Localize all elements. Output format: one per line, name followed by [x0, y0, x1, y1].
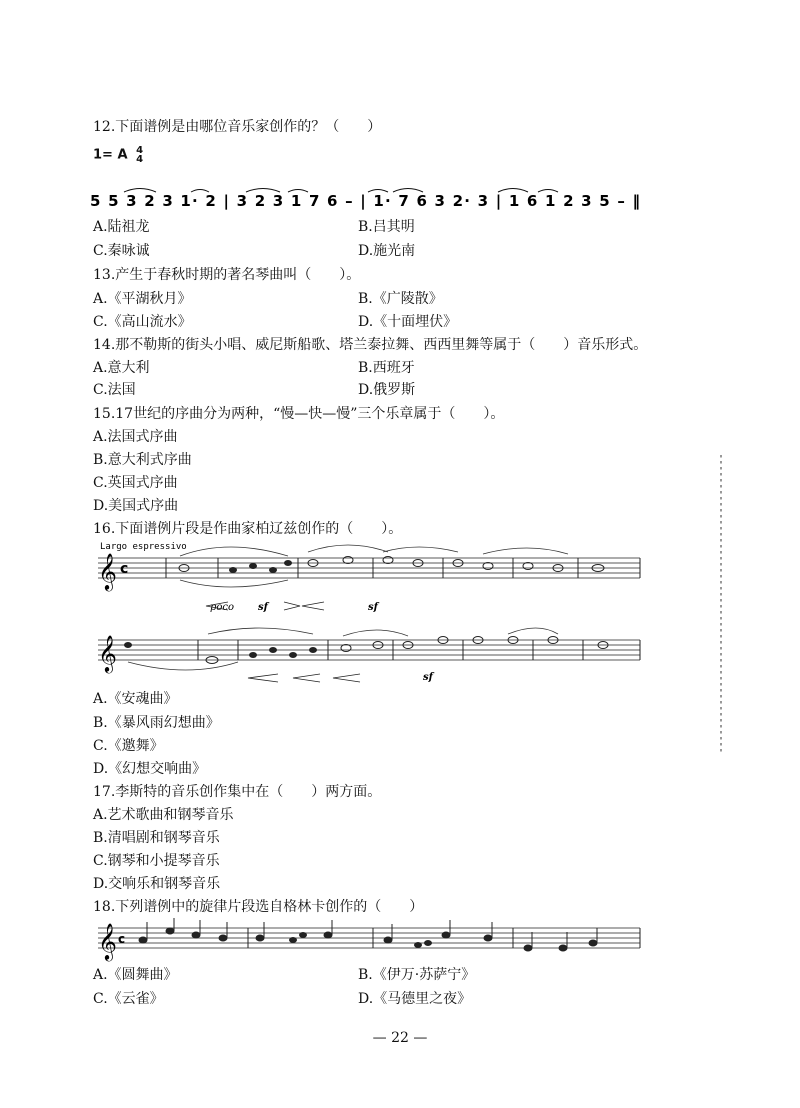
q16-common-time-icon: c	[120, 561, 129, 577]
q18-treble-clef-icon: 𝄞	[98, 922, 117, 960]
q18-score-svg	[88, 918, 648, 964]
q13-option-b[interactable]: B.《广陵散》	[358, 291, 443, 307]
q16-option-d[interactable]: D.《幻想交响曲》	[93, 761, 207, 777]
q18-option-d[interactable]: D.《马德里之夜》	[358, 991, 472, 1007]
q12-time-signature	[136, 146, 143, 164]
q14-option-a[interactable]: A.意大利	[93, 360, 150, 376]
q12-jianpu-svg	[88, 186, 648, 216]
q16-treble-clef-icon: 𝄞	[98, 552, 117, 590]
q18-cut-time-icon: c	[118, 932, 126, 946]
q18-question: 18.下列谱例中的旋律片段选自格林卡创作的（ ）	[93, 899, 424, 915]
q18-score	[88, 918, 648, 968]
q15-option-b[interactable]: B.意大利式序曲	[93, 452, 192, 468]
q17-option-b[interactable]: B.清唱剧和钢琴音乐	[93, 830, 220, 846]
q17-question: 17.李斯特的音乐创作集中在（ ）两方面。	[93, 784, 382, 800]
q12-option-b[interactable]: B.吕其明	[358, 219, 415, 235]
q16-option-b[interactable]: B.《暴风雨幻想曲》	[93, 715, 220, 731]
q15-question: 15.17世纪的序曲分为两种，“慢—快—慢”三个乐章属于（ ）。	[93, 406, 505, 422]
q18-option-c[interactable]: C.《云雀》	[93, 991, 164, 1007]
q12-question: 12.下面谱例是由哪位音乐家创作的？（ ）	[93, 119, 382, 135]
q13-option-a[interactable]: A.《平湖秋月》	[93, 291, 192, 307]
q16-treble-clef-icon-2: 𝄞	[98, 634, 117, 672]
q16-option-c[interactable]: C.《邀舞》	[93, 738, 164, 754]
q16-option-a[interactable]: A.《安魂曲》	[93, 691, 178, 707]
q12-option-c[interactable]: C.秦咏诚	[93, 243, 150, 259]
binding-margin-dots	[720, 455, 722, 755]
q18-option-a[interactable]: A.《圆舞曲》	[93, 967, 178, 983]
q15-option-c[interactable]: C.英国式序曲	[93, 475, 178, 491]
page-number: — 22 —	[372, 1030, 428, 1046]
q16-tempo-marking: Largo espressivo	[100, 542, 187, 552]
q16-score	[88, 538, 648, 692]
q16-question: 16.下面谱例片段是作曲家柏辽兹创作的（ ）。	[93, 521, 403, 537]
q14-option-c[interactable]: C.法国	[93, 382, 136, 398]
q12-time-bottom: 4	[136, 154, 144, 165]
q16-dynamic-sf-1: sf	[258, 602, 268, 613]
q12-jianpu-text: 5 5 3 2 3 1· 2 | 3 2 3 1 7 6 – | 1· 7 6 3 2· 3 | 1 6 1 2 3 5 – ‖	[90, 192, 642, 210]
q16-dynamic-sf-3: sf	[423, 672, 433, 683]
q13-option-d[interactable]: D.《十面埋伏》	[358, 314, 458, 330]
q12-time-top: 4	[136, 145, 144, 156]
q17-option-a[interactable]: A.艺术歌曲和钢琴音乐	[93, 807, 234, 823]
q14-question: 14.那不勒斯的街头小唱、威尼斯船歌、塔兰泰拉舞、西西里舞等属于（ ）音乐形式。	[93, 337, 648, 353]
q12-key	[93, 146, 143, 165]
q17-option-d[interactable]: D.交响乐和钢琴音乐	[93, 876, 221, 892]
q15-option-d[interactable]: D.美国式序曲	[93, 498, 179, 514]
q15-option-a[interactable]: A.法国式序曲	[93, 429, 178, 445]
q13-option-c[interactable]: C.《高山流水》	[93, 314, 192, 330]
q12-jianpu-score	[88, 186, 648, 216]
q14-option-d[interactable]: D.俄罗斯	[358, 382, 416, 398]
q12-option-a[interactable]: A.陆祖龙	[93, 219, 150, 235]
q13-question: 13.产生于春秋时期的著名琴曲叫（ ）。	[93, 267, 361, 283]
q16-dynamic-sf-2: sf	[368, 602, 378, 613]
q17-option-c[interactable]: C.钢琴和小提琴音乐	[93, 853, 220, 869]
q12-key-text: 1= A	[93, 147, 128, 163]
q12-option-d[interactable]: D.施光南	[358, 243, 416, 259]
q16-dynamic-poco: poco	[210, 602, 235, 613]
q14-option-b[interactable]: B.西班牙	[358, 360, 415, 376]
q18-option-b[interactable]: B.《伊万·苏萨宁》	[358, 967, 476, 983]
q16-score-svg	[88, 538, 648, 688]
